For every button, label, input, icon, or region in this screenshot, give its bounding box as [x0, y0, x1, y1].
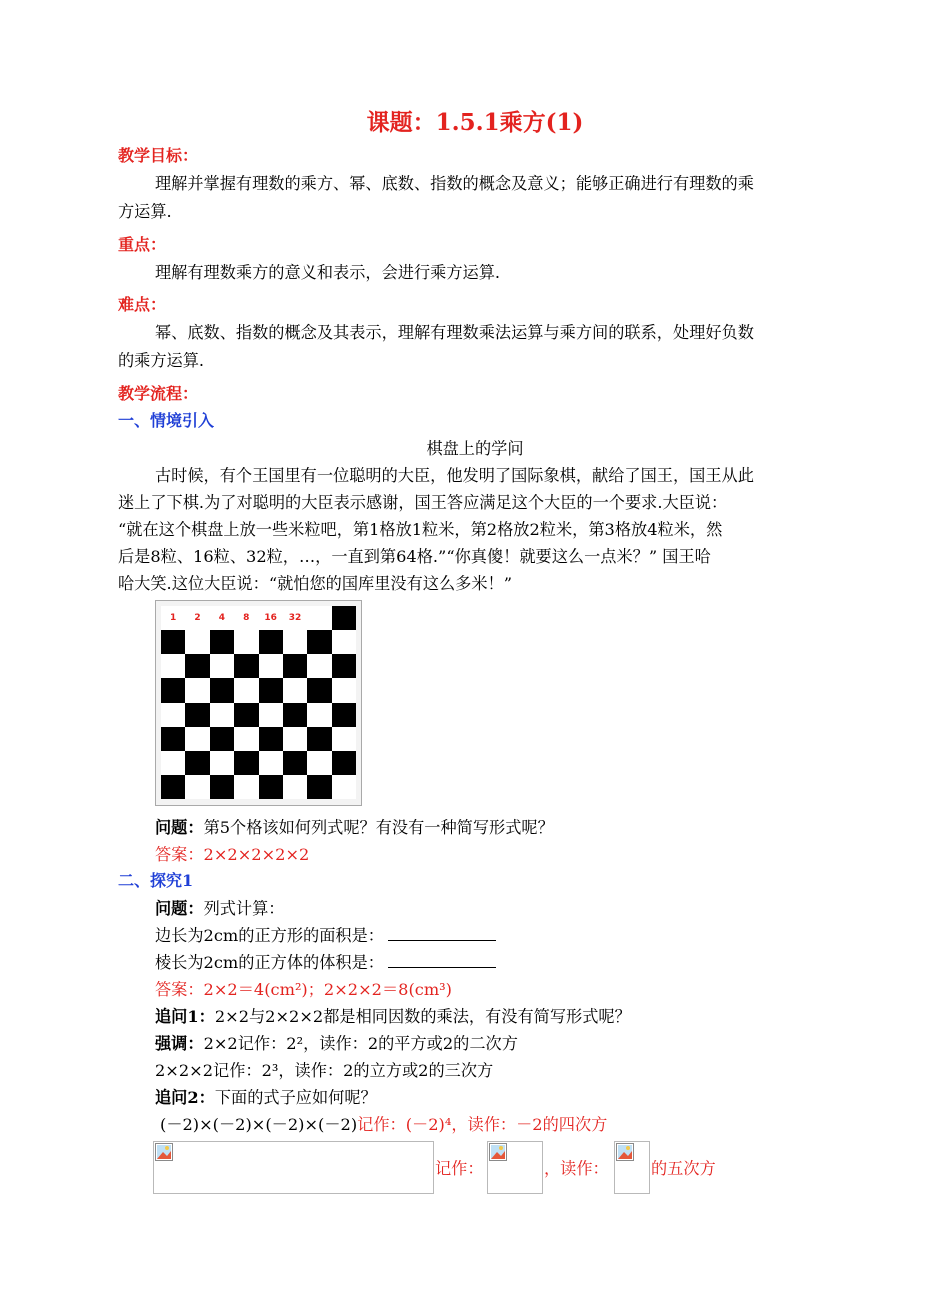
board-square	[332, 606, 356, 630]
board-square	[210, 630, 234, 654]
board-square-label: 4	[210, 606, 234, 630]
board-square	[283, 630, 307, 654]
section1-heading: 一、情境引入	[118, 411, 215, 430]
board-square	[210, 775, 234, 799]
key-point-heading: 重点：	[118, 235, 167, 254]
board-square	[259, 703, 283, 727]
board-square	[259, 751, 283, 775]
board-square	[234, 751, 258, 775]
board-square	[234, 727, 258, 751]
question2-label: 问题：	[155, 899, 204, 918]
difficulty-line-2: 的乘方运算.	[118, 351, 205, 370]
board-square	[234, 703, 258, 727]
board-square-label: 1	[161, 606, 185, 630]
board-square	[332, 775, 356, 799]
board-square	[259, 775, 283, 799]
board-square	[185, 678, 209, 702]
board-square	[161, 703, 185, 727]
board-square	[307, 606, 331, 630]
fill-fifth-label: 的五次方	[651, 1159, 716, 1178]
board-square	[210, 654, 234, 678]
section2-heading: 二、探究1	[118, 871, 194, 890]
board-square-label: 8	[234, 606, 258, 630]
fill-written-label: 记作：	[435, 1159, 484, 1178]
broken-image-power	[487, 1141, 543, 1194]
objectives-heading: 教学目标：	[118, 146, 199, 165]
follow1-label: 追问1：	[155, 1007, 215, 1026]
follow2-text: 下面的式子应如何呢？	[214, 1088, 377, 1107]
board-square	[161, 678, 185, 702]
story-title: 棋盘上的学问	[426, 439, 524, 458]
broken-image-expression	[153, 1141, 434, 1194]
board-square	[332, 727, 356, 751]
follow1-text: 2×2与2×2×2都是相同因数的乘法，有没有简写形式呢？	[214, 1007, 631, 1026]
board-square	[307, 727, 331, 751]
key-point-text: 理解有理数乘方的意义和表示，会进行乘方运算.	[155, 263, 501, 282]
board-square	[283, 654, 307, 678]
emphasis-line-2: 2×2×2记作：2³，读作：2的立方或2的三次方	[155, 1061, 494, 1080]
board-square	[307, 630, 331, 654]
story-line-3: “就在这个棋盘上放一些米粒吧，第1格放1粒米，第2格放2粒米，第3格放4粒米，然	[118, 520, 723, 539]
board-square	[307, 678, 331, 702]
board-square	[332, 703, 356, 727]
board-square	[185, 654, 209, 678]
difficulty-heading: 难点：	[118, 295, 167, 314]
story-line-4: 后是8粒、16粒、32粒，…，一直到第64格.”“你真傻！就要这么一点米？” 国王哈	[118, 547, 711, 566]
board-square	[259, 727, 283, 751]
objectives-line-1: 理解并掌握有理数的乘方、幂、底数、指数的概念及意义；能够正确进行有理数的乘	[155, 174, 754, 193]
broken-image-icon	[155, 1143, 173, 1161]
board-square-label: 32	[283, 606, 307, 630]
board-square	[307, 775, 331, 799]
board-square-label: 2	[185, 606, 209, 630]
board-square	[307, 703, 331, 727]
emphasis-label: 强调：	[155, 1034, 204, 1053]
story-line-2: 迷上了下棋.为了对聪明的大臣表示感谢，国王答应满足这个大臣的一个要求.大臣说：	[118, 493, 728, 512]
board-square	[332, 654, 356, 678]
answer-1: 答案：2×2×2×2×2	[155, 845, 310, 864]
board-square	[283, 751, 307, 775]
board-square	[234, 775, 258, 799]
answer-2: 答案：2×2＝4(cm²)；2×2×2＝8(cm³)	[155, 980, 452, 999]
board-square	[185, 703, 209, 727]
objectives-line-2: 方运算.	[118, 202, 172, 221]
board-square	[307, 751, 331, 775]
board-square	[234, 678, 258, 702]
expression: (－2)×(－2)×(－2)×(－2)	[160, 1115, 358, 1134]
story-line-1: 古时候，有个王国里有一位聪明的大臣，他发明了国际象棋，献给了国王，国王从此	[155, 466, 754, 485]
page-title: 课题：1.5.1乘方(1)	[366, 109, 584, 136]
board-square	[332, 630, 356, 654]
board-square	[234, 630, 258, 654]
board-square	[210, 678, 234, 702]
board-square	[161, 727, 185, 751]
board-square	[161, 775, 185, 799]
area-question: 边长为2cm的正方形的面积是：	[155, 926, 384, 945]
board-square	[161, 751, 185, 775]
board-square	[283, 703, 307, 727]
story-line-5: 哈大笑.这位大臣说：“就怕您的国库里没有这么多米！”	[118, 574, 513, 593]
board-square	[185, 630, 209, 654]
board-square	[283, 727, 307, 751]
board-square	[283, 775, 307, 799]
chessboard-image	[155, 600, 362, 806]
board-square	[234, 654, 258, 678]
difficulty-line-1: 幂、底数、指数的概念及其表示，理解有理数乘法运算与乘方间的联系，处理好负数	[155, 323, 754, 342]
board-square-label: 16	[259, 606, 283, 630]
board-square	[210, 703, 234, 727]
broken-image-icon	[489, 1143, 507, 1161]
board-square	[259, 678, 283, 702]
follow2-label: 追问2：	[155, 1088, 215, 1107]
board-square	[185, 775, 209, 799]
expression-answer: 记作：(－2)⁴，读作：－2的四次方	[357, 1115, 608, 1134]
broken-image-icon	[616, 1143, 634, 1161]
fill-read-label: ，读作：	[544, 1159, 609, 1178]
board-square	[161, 654, 185, 678]
emphasis-text: 2×2记作：2²，读作：2的平方或2的二次方	[203, 1034, 518, 1053]
broken-image-base	[614, 1141, 650, 1194]
board-square	[185, 751, 209, 775]
volume-question: 棱长为2cm的正方体的体积是：	[155, 953, 384, 972]
board-square	[307, 654, 331, 678]
area-answer-blank[interactable]	[388, 926, 496, 941]
chessboard-grid	[161, 606, 356, 799]
volume-answer-blank[interactable]	[388, 953, 496, 968]
board-square	[161, 630, 185, 654]
flow-heading: 教学流程：	[118, 384, 199, 403]
board-square	[259, 630, 283, 654]
board-square	[283, 678, 307, 702]
question2-text: 列式计算：	[203, 899, 285, 918]
board-square	[332, 678, 356, 702]
question-text: 第5个格该如何列式呢？有没有一种简写形式呢？	[203, 818, 554, 837]
board-square	[332, 751, 356, 775]
board-square	[185, 727, 209, 751]
board-square	[210, 727, 234, 751]
board-square	[210, 751, 234, 775]
question-label: 问题：	[155, 818, 204, 837]
board-square	[259, 654, 283, 678]
